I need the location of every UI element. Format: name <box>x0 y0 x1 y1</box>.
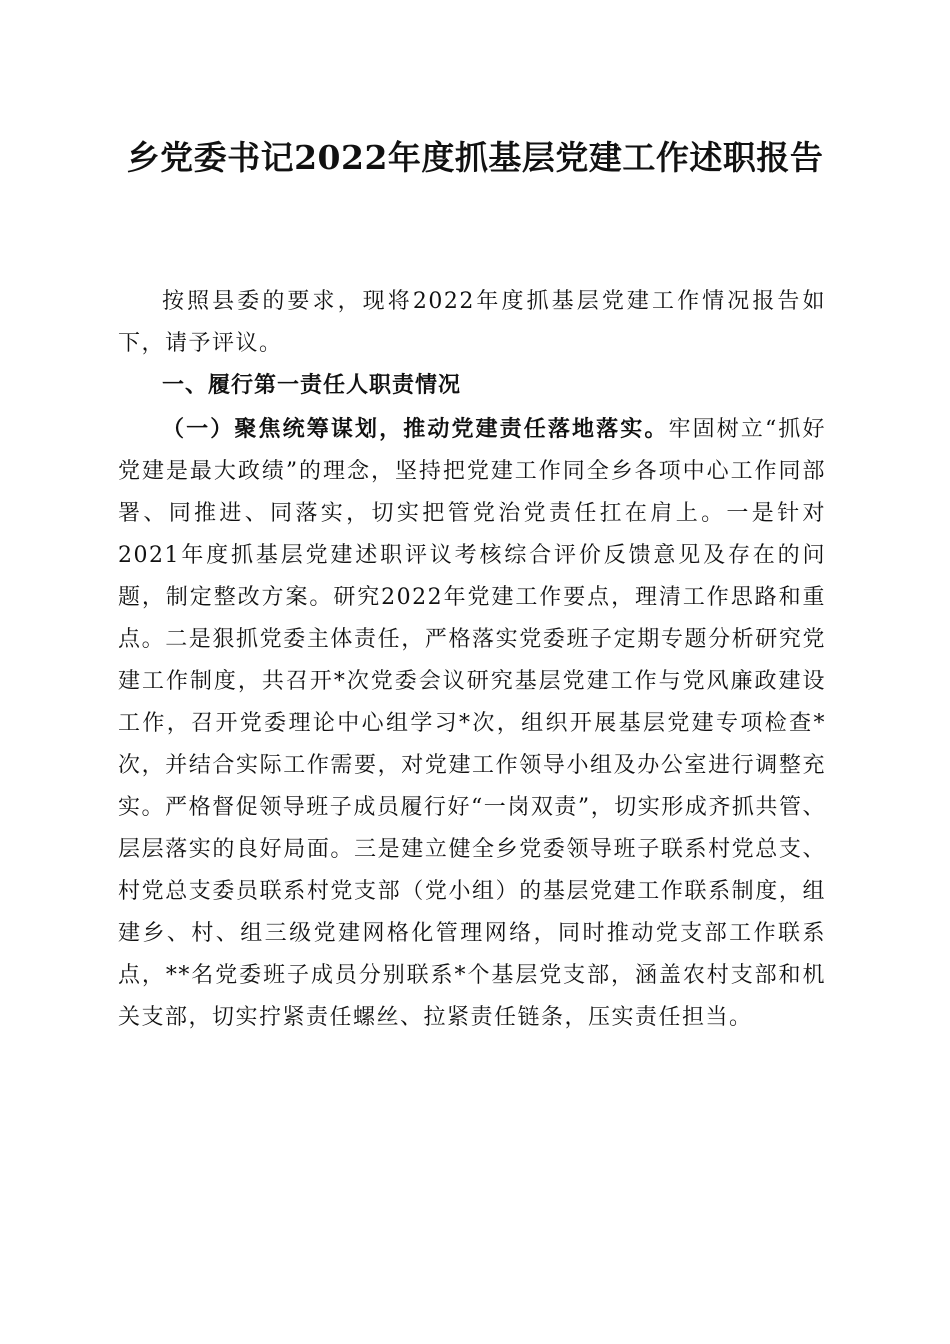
intro-paragraph: 按照县委的要求，现将2022年度抓基层党建工作情况报告如下，请予评议。 <box>118 289 826 356</box>
subsection-heading: （一）聚焦统筹谋划，推动党建责任落地落实。 <box>162 417 669 442</box>
section-heading: 一、履行第一责任人职责情况 <box>162 373 462 398</box>
section-body-text: 牢固树立“抓好党建是最大政绩”的理念，坚持把党建工作同全乡各项中心工作同部署、同推进、同落实，切实把管党治党责任扛在肩上。一是针对2021年度抓基层党建述职评议考核综合评价反馈意见及存在的问题，制定整改方案。研究2022年党建工作要点，理清工作思路和重点。二是狠抓党委主体责任，严格落实党委班子定期专题分析研究党建工作制度，共召开*次党委会议研究基层党建工作与党风廉政建设工作，召开党委理论中心组学习*次，组织开展基层党建专项检查*次，并结合实际工作需要，对党建工作领导小组及办公室进行调整充实。严格督促领导班子成员履行好“一岗双责”，切实形成齐抓共管、层层落实的良好局面。三是建立健全乡党委领导班子联系村党总支、村党总支委员联系村党支部（党小组）的基层党建工作联系制度，组建乡、村、组三级党建网格化管理网络，同时推动党支部工作联系点，**名党委班子成员分别联系*个基层党支部，涵盖农村支部和机关支部，切实拧紧责任螺丝、拉紧责任链条，压实责任担当。 <box>118 417 826 1030</box>
document-title: 乡党委书记2022年度抓基层党建工作述职报告 <box>126 138 824 177</box>
section-paragraph <box>118 409 826 1039</box>
